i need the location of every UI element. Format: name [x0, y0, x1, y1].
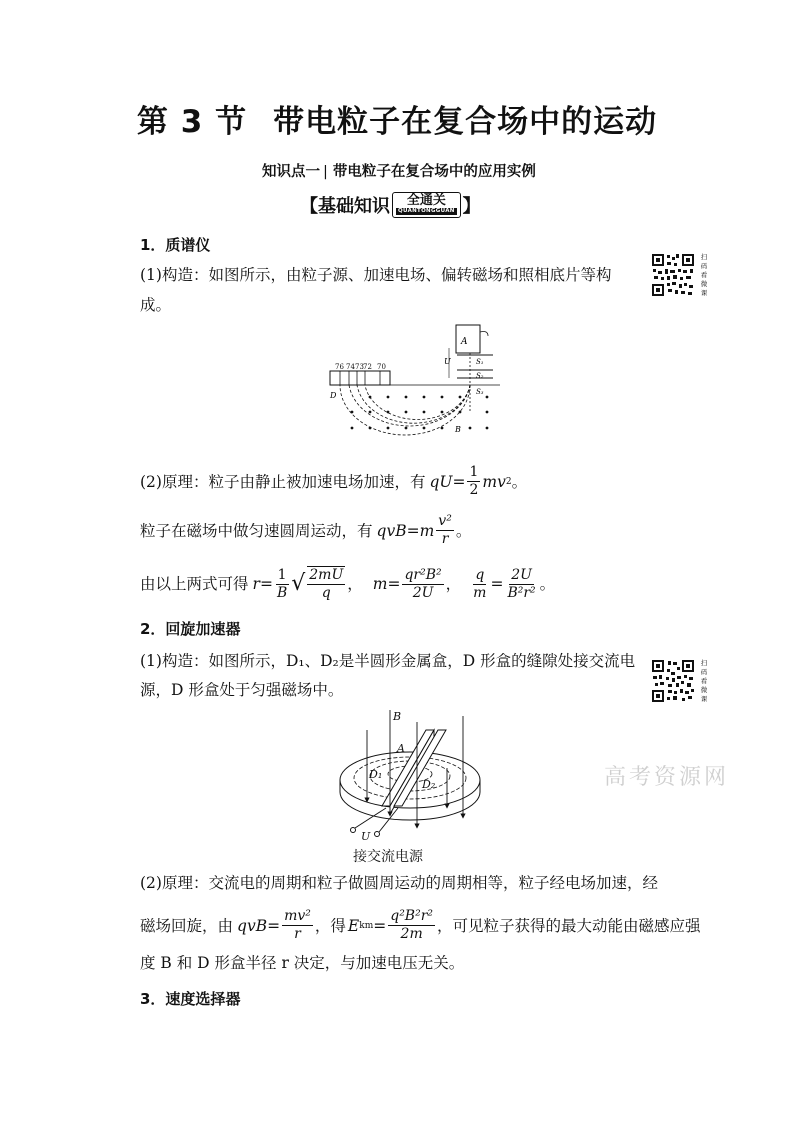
- qr-caption: 扫码看微课: [700, 253, 708, 297]
- tick-76: 76: [335, 363, 344, 371]
- s2-construct-line1: (1)构造：如图所示，D₁、D₂是半圆形金属盒，D 形盒的缝隙处接交流电: [140, 652, 636, 670]
- banner-right: 】: [462, 196, 481, 217]
- heading-mass-spectrometer: 1．质谱仪: [140, 236, 211, 254]
- label-S2: S₂: [476, 372, 484, 380]
- badge-sub: QUANTONGGUAN: [398, 208, 455, 214]
- label-A: A: [461, 337, 468, 347]
- s1-principle-text: (2)原理：粒子由静止被加速电场加速，有: [140, 472, 426, 491]
- qr-code-icon[interactable]: [650, 658, 696, 704]
- label-B: B: [455, 425, 461, 434]
- section-number: 第 3 节: [136, 104, 248, 140]
- s2-construct-line2: 源，D 形盒处于匀强磁场中。: [140, 681, 344, 699]
- s1-principle-line2-text: 粒子在磁场中做匀速圆周运动，有: [140, 521, 373, 540]
- s2-principle-line3: 度 B 和 D 形盒半径 r 决定，与加速电压无关。: [140, 954, 465, 972]
- section-topic: 带电粒子在复合场中的运动: [273, 104, 658, 140]
- knowledge-point-text: 带电粒子在复合场中的应用实例: [332, 164, 536, 180]
- photo-plate: [330, 371, 390, 385]
- qr-code-icon[interactable]: [650, 252, 696, 298]
- particle-source-box: [456, 325, 480, 353]
- label-U: U: [444, 357, 451, 366]
- banner-left: 【基础知识: [300, 196, 390, 217]
- s1-principle-line1: (2)原理：粒子由静止被加速电场加速，有 qU = $\frac{1}{2}$ mv 2 。: [140, 464, 528, 498]
- s2-principle-line2-c: ，可见粒子获得的最大动能由磁感应强: [437, 916, 701, 935]
- tick-74: 74: [346, 363, 355, 371]
- s1-principle-line3-text: 由以上两式可得: [140, 575, 249, 593]
- cyclotron-caption: 接交流电源: [353, 849, 423, 865]
- s2-principle-line2-a: 磁场回旋，由: [140, 916, 234, 935]
- label-S3: S₃: [476, 388, 484, 396]
- basic-knowledge-banner: [300, 192, 481, 218]
- s1-principle-line3: 由以上两式可得 r = $\frac{1}{B}$ √ $\frac{2mU}{q}$ ， m = $\frac{\text{qr²B²}}{2U}$ ， $\frac{q}{m}$ = $\frac{2U}{\text{B²r²}}$ 。: [140, 566, 556, 601]
- knowledge-point: 知识点一 | 带电粒子在复合场中的应用实例: [262, 164, 536, 180]
- s1-principle-line2: 粒子在磁场中做匀速圆周运动，有 qvB = m $\frac{\text{v²}}{r}$ 。: [140, 513, 472, 547]
- label-B: B: [393, 710, 402, 723]
- page-title: [0, 96, 794, 141]
- s2-principle-line2: 磁场回旋，由 qvB = $\frac{\text{mv²}}{r}$ ，得 E km = $\frac{\text{q²B²r²}}{2m}$ ，可见粒子获得的最大动能由磁感应强: [140, 908, 701, 942]
- tick-72: 72: [363, 363, 372, 371]
- heading-cyclotron: 2．回旋加速器: [140, 620, 241, 638]
- s1-construct-line1: (1)构造：如图所示，由粒子源、加速电场、偏转磁场和照相底片等构: [140, 266, 612, 284]
- quantong-badge: [392, 192, 461, 218]
- label-U: U: [361, 830, 371, 843]
- label-D: D: [330, 391, 337, 400]
- s2-principle-line2-b: ，得: [314, 916, 346, 935]
- magnetic-field-dots: [351, 396, 489, 430]
- badge-main: 全通关: [406, 193, 446, 208]
- mass-spectrometer-figure: [325, 322, 505, 444]
- label-D1: D₁: [369, 768, 383, 781]
- watermark: 高考资源网: [604, 765, 730, 790]
- s2-principle-line1: (2)原理：交流电的周期和粒子做圆周运动的周期相等，粒子经电场加速，经: [140, 874, 658, 892]
- knowledge-point-label: 知识点一: [262, 164, 320, 180]
- qr-caption: 扫码看微课: [700, 659, 708, 703]
- cyclotron-figure: [335, 708, 485, 868]
- s1-construct-line2: 成。: [140, 296, 172, 314]
- label-A: A: [397, 742, 405, 755]
- heading-velocity-selector: 3．速度选择器: [140, 990, 241, 1008]
- label-S1: S₁: [476, 358, 484, 366]
- label-D2: D₂: [422, 778, 436, 791]
- tick-70: 70: [377, 363, 386, 371]
- tick-73: 73: [355, 363, 364, 371]
